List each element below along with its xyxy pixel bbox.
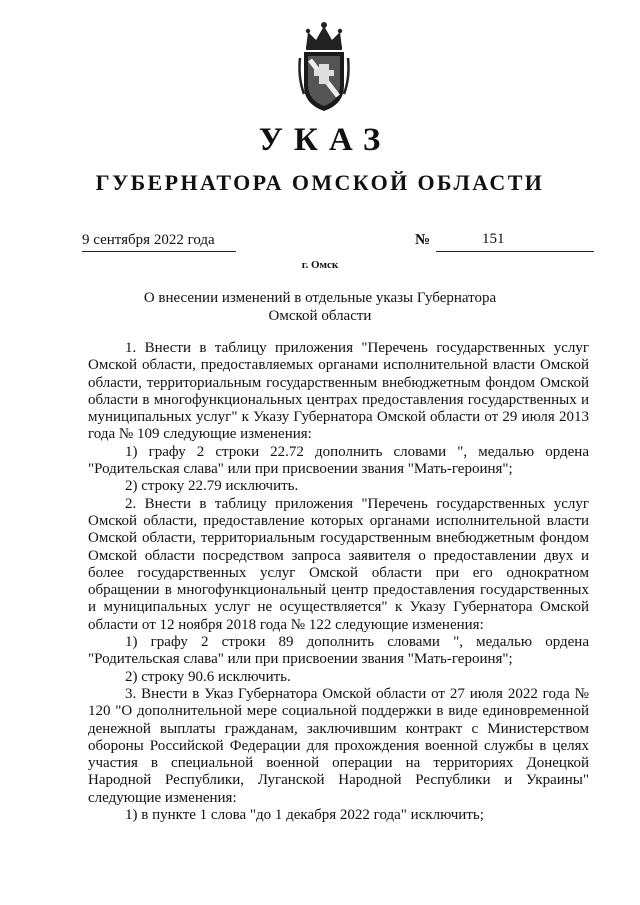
decree-number: 151 [482,231,505,247]
number-underline [436,251,594,252]
decree-date: 9 сентября 2022 года [82,232,215,248]
paragraph: 1) графу 2 строки 89 дополнить словами ", медалью ордена "Родительская слава" или при присвоении звания "Мать-героиня"; [88,634,589,668]
paragraph: 3. Внести в Указ Губернатора Омской области от 27 июля 2022 года № 120 "О дополнительной мере социальной поддержки в виде единовременной денежной выплаты гражданам, заключившим контракт с Министерством обороны Российской Федерации для прохождения военной службы в целях участия в специальной военной операции на территориях Донецкой Народной Республики, Луганской Народной Республики и Украины" следующие изменения: [88,685,589,806]
paragraph: 2. Внести в таблицу приложения "Перечень государственных услуг Омской области, предоставление которых органами исполнительной власти Омской области, территориальным государственным внебюджетным фондом Омской области посредством запроса заявителя о предоставлении двух и более государственных услуг Омской области при его однократном обращении в многофункциональный центр предоставления государственных и муниципальных услуг не осуществляется" к Указу Губернатора Омской области от 12 ноября 2018 года № 122 следующие изменения: [88,495,589,633]
document-subtitle: ГУБЕРНАТОРА ОМСКОЙ ОБЛАСТИ [95,170,545,195]
date-underline [82,251,236,252]
decree-subject [0,289,640,325]
paragraph: 2) строку 90.6 исключить. [125,668,291,685]
paragraph: 1. Внести в таблицу приложения "Перечень государственных услуг Омской области, предоставляемых органами исполнительной власти Омской области, территориальным государственным внебюджетным фондом Омской области в многофункциональных центрах предоставления государственных и муниципальных услуг" к Указу Губернатора Омской области от 29 июля 2013 года № 109 следующие изменения: [88,340,589,443]
city-label: г. Омск [301,259,339,271]
omsk-coat-of-arms-emblem [296,18,352,114]
number-sign: № [415,232,431,248]
subject-line-2: Омской области [268,308,372,324]
document-title: УКАЗ [258,122,392,158]
paragraph: 1) в пункте 1 слова "до 1 декабря 2022 года" исключить; [125,807,484,824]
paragraph: 2) строку 22.79 исключить. [125,478,299,495]
paragraph: 1) графу 2 строки 22.72 дополнить словами ", медалью ордена "Родительская слава" или при присвоении звания "Мать-героиня"; [88,443,589,478]
decree-body [88,340,589,824]
subject-line-1: О внесении изменений в отдельные указы Губернатора [143,290,497,306]
